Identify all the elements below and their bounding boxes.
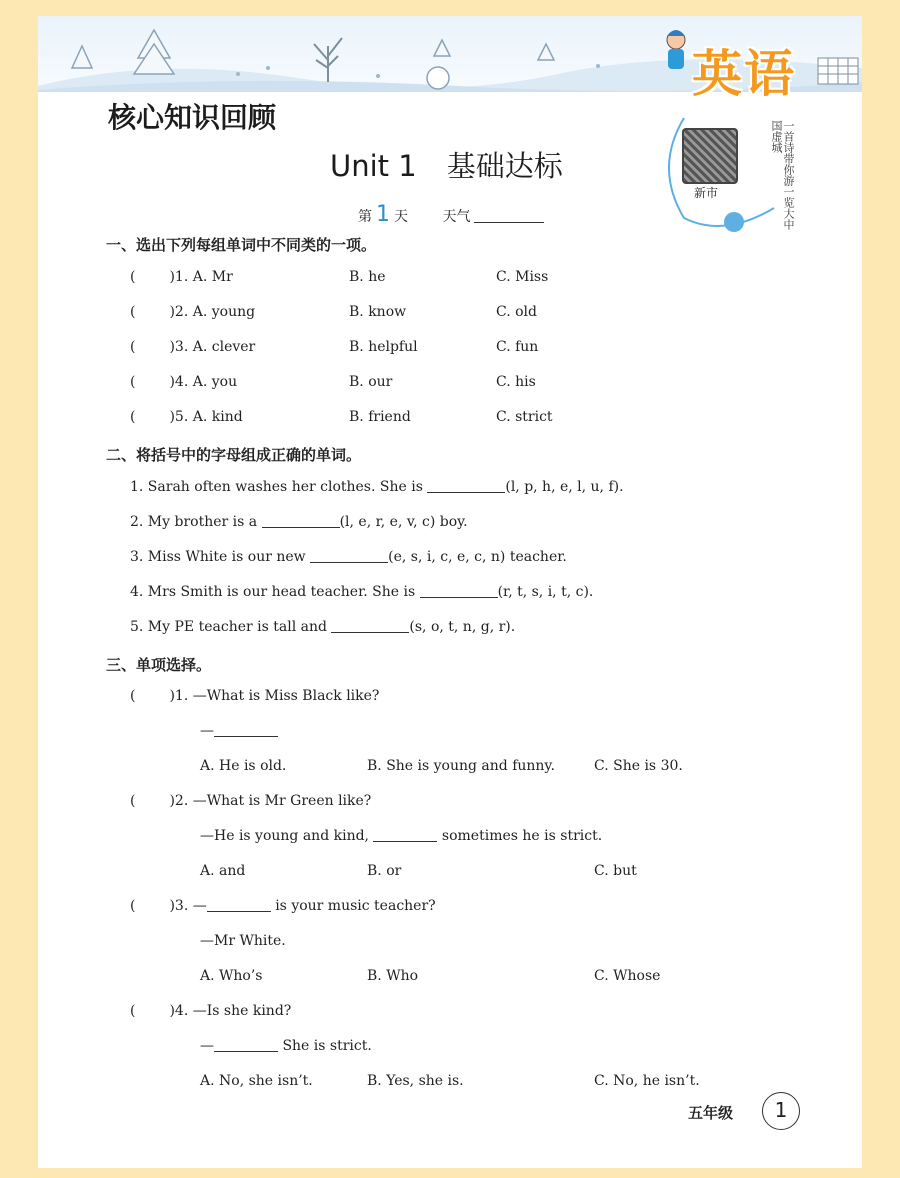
item-option-b: B. helpful	[349, 339, 418, 355]
qr-code[interactable]	[682, 128, 738, 184]
answer-paren[interactable]: (	[130, 688, 136, 704]
answer-blank[interactable]	[262, 514, 340, 528]
item-option-a: )2. A. young	[169, 304, 256, 320]
item-option-a: )4. A. you	[169, 374, 238, 390]
part1-item	[130, 304, 255, 320]
item-option-c: C. fun	[496, 339, 539, 355]
day-number: 1	[376, 202, 390, 227]
question-text-end: is your music teacher?	[270, 898, 436, 914]
question-text: )1. —What is Miss Black like?	[169, 688, 380, 704]
response-line	[200, 828, 602, 844]
unit-subtitle: 基础达标	[446, 149, 563, 183]
option-a: A. No, she isn’t.	[200, 1073, 313, 1089]
grade-label: 五年级	[688, 1104, 734, 1122]
part1-heading: 一、选出下列每组单词中不同类的一项。	[106, 236, 377, 254]
part2-item	[130, 549, 567, 565]
subject-label: 英语	[692, 45, 796, 103]
unit-name: Unit 1	[330, 149, 417, 183]
question-text: )2. —What is Mr Green like?	[169, 793, 372, 809]
option-b: B. Who	[367, 968, 419, 984]
part3-heading: 三、单项选择。	[106, 656, 212, 674]
part2-item	[130, 479, 624, 495]
option-c: C. Whose	[594, 968, 661, 984]
answer-paren[interactable]: (	[130, 269, 136, 285]
item-option-c: C. old	[496, 304, 537, 320]
option-c: C. She is 30.	[594, 758, 683, 774]
sentence-text: 1. Sarah often washes her clothes. She is	[130, 479, 428, 495]
option-a: A. He is old.	[200, 758, 287, 774]
qr-caption: 新市	[694, 186, 719, 200]
part1-item	[130, 339, 255, 355]
letter-clue: (l, p, h, e, l, u, f).	[505, 479, 624, 495]
option-b: B. She is young and funny.	[367, 758, 555, 774]
answer-paren[interactable]: (	[130, 793, 136, 809]
worksheet-page	[38, 16, 862, 1168]
day-line	[358, 202, 544, 227]
response-text: —	[200, 1038, 214, 1054]
letter-clue: (l, e, r, e, v, c) boy.	[339, 514, 468, 530]
answer-blank[interactable]	[214, 1038, 278, 1052]
mc-question	[130, 898, 436, 914]
response-text-end: She is strict.	[278, 1038, 372, 1054]
item-option-a: )1. A. Mr	[169, 269, 233, 285]
sentence-text: 3. Miss White is our new	[130, 549, 311, 565]
item-option-a: )3. A. clever	[169, 339, 256, 355]
sentence-text: 4. Mrs Smith is our head teacher. She is	[130, 584, 420, 600]
part2-item	[130, 584, 593, 600]
letter-clue: (r, t, s, i, t, c).	[497, 584, 594, 600]
answer-paren[interactable]: (	[130, 898, 136, 914]
sentence-text: 5. My PE teacher is tall and	[130, 619, 332, 635]
option-b: B. or	[367, 863, 402, 879]
sentence-text: 2. My brother is a	[130, 514, 262, 530]
item-option-b: B. friend	[349, 409, 411, 425]
question-text: )4. —Is she kind?	[169, 1003, 292, 1019]
option-c: C. No, he isn’t.	[594, 1073, 700, 1089]
response-text: —Mr White.	[200, 933, 286, 949]
option-a: A. and	[200, 863, 246, 879]
item-option-c: C. his	[496, 374, 536, 390]
letter-clue: (e, s, i, c, e, c, n) teacher.	[388, 549, 567, 565]
letter-clue: (s, o, t, n, g, r).	[409, 619, 516, 635]
answer-paren[interactable]: (	[130, 374, 136, 390]
answer-blank[interactable]	[427, 479, 505, 493]
item-option-c: C. strict	[496, 409, 553, 425]
answer-paren[interactable]: (	[130, 409, 136, 425]
answer-paren[interactable]: (	[130, 1003, 136, 1019]
answer-blank[interactable]	[373, 828, 437, 842]
part2-item	[130, 514, 468, 530]
part2-heading: 二、将括号中的字母组成正确的单词。	[106, 446, 362, 464]
answer-blank[interactable]	[310, 549, 388, 563]
weather-blank[interactable]	[474, 208, 544, 223]
part1-item	[130, 409, 243, 425]
answer-paren[interactable]: (	[130, 339, 136, 355]
option-c: C. but	[594, 863, 637, 879]
weather-label: 天气	[442, 209, 471, 225]
response-line	[200, 1038, 372, 1054]
section-title: 核心知识回顾	[108, 101, 277, 134]
kid-illustration	[667, 30, 685, 69]
unit-title	[330, 144, 563, 185]
item-option-b: B. he	[349, 269, 386, 285]
response-text: —He is young and kind,	[200, 828, 374, 844]
item-option-a: )5. A. kind	[169, 409, 243, 425]
item-option-c: C. Miss	[496, 269, 549, 285]
answer-paren[interactable]: (	[130, 304, 136, 320]
answer-blank[interactable]	[214, 723, 278, 737]
mc-question	[130, 688, 379, 704]
item-option-b: B. know	[349, 304, 407, 320]
part1-item	[130, 374, 237, 390]
response-line	[200, 723, 278, 739]
mc-question	[130, 793, 371, 809]
answer-blank[interactable]	[207, 898, 271, 912]
response-text: —	[200, 723, 214, 739]
question-text: )3. —	[169, 898, 207, 914]
response-text-end: sometimes he is strict.	[437, 828, 603, 844]
mc-question	[130, 1003, 291, 1019]
part2-item	[130, 619, 515, 635]
day-prefix: 第	[358, 209, 372, 225]
page-number: 1	[762, 1092, 800, 1130]
option-b: B. Yes, she is.	[367, 1073, 464, 1089]
day-suffix: 天	[394, 209, 408, 225]
item-option-b: B. our	[349, 374, 393, 390]
part1-item	[130, 269, 233, 285]
option-a: A. Who’s	[200, 968, 263, 984]
answer-blank[interactable]	[420, 584, 498, 598]
answer-blank[interactable]	[331, 619, 409, 633]
qr-promo	[654, 108, 804, 238]
poem-promo-text: 一首诗带你游一览大中国虚城	[770, 120, 795, 230]
